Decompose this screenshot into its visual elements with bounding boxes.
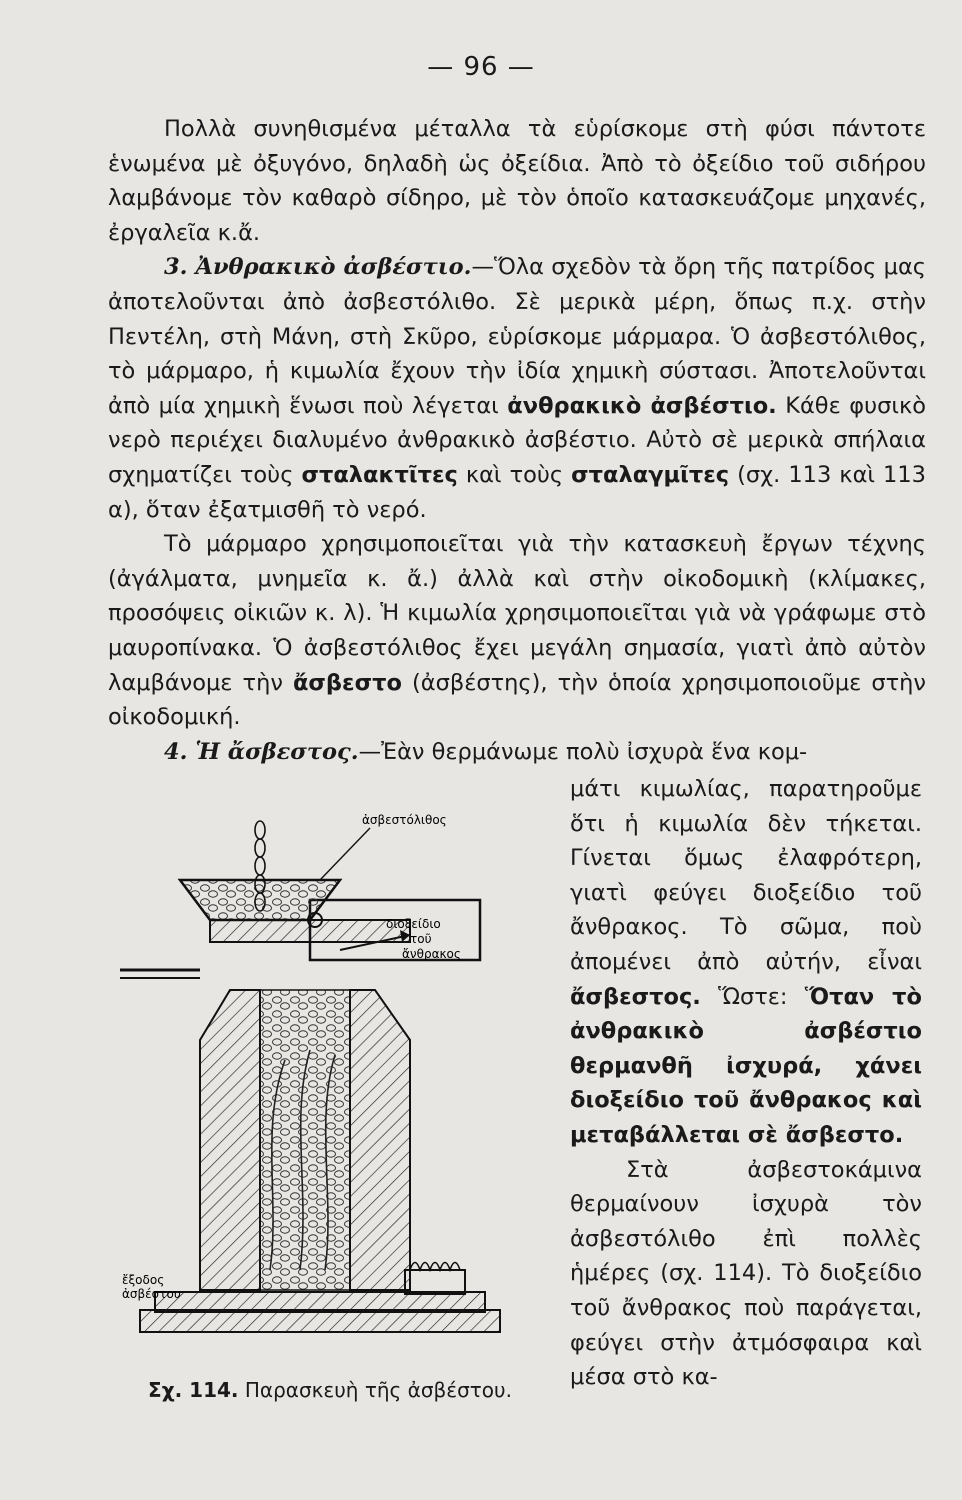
- paragraph-metals: Πολλὰ συνηθισμένα μέταλλα τὰ εὑρίσκομε στὴ φύσι πάντοτε ἑνωμένα μὲ ὀξυγόνο, δηλαδὴ ὡς ὀξείδια. Ἀπὸ τὸ ὀξείδιο τοῦ σιδήρου λαμβάνομε τὸν καθαρὸ σίδηρο, μὲ τὸν ὁποῖο κατασκευάζομε μηχανές, ἐργαλεῖα κ.ἄ.: [108, 116, 926, 246]
- bold-term: ἄσβεστος.: [570, 983, 701, 1010]
- text: —Ὅλα σχεδὸν τὰ ὄρη τῆς πατρίδος μας ἀποτελοῦνται ἀπὸ ἀσβεστόλιθο. Σὲ μερικὰ μέρη, ὅπως π.χ. στὴν Πεντέλη, στὴ Μάνη, στὴ Σκῦρο, εὑρίσκομε μάρμαρα. Ὁ ἀσβεστόλιθος, τὸ μάρμαρο, ἡ κιμωλία ἔχουν τὴν ἰδία χημικὴ σύστασι. Ἀποτελοῦνται ἀπὸ μία χημικὴ ἕνωσι ποὺ λέγεται: [108, 254, 926, 419]
- main-text: [108, 112, 926, 769]
- lime-kiln-diagram: [110, 800, 550, 1360]
- bold-term: ἀνθρακικὸ ἀσβέστιο.: [507, 392, 777, 419]
- kiln-chamber: [260, 990, 350, 1290]
- label-exit: ἔξοδος: [122, 1273, 165, 1287]
- paragraph-marble: [108, 527, 926, 735]
- section-lime: [108, 735, 926, 770]
- text: Κάθε φυσικὸ νερὸ περιέχει διαλυμένο ἀνθρακικὸ ἀσβέστιο. Αὐτὸ σὲ μερικὰ σπήλαια σχηματίζει τοὺς: [108, 392, 926, 488]
- paragraph-lime-kiln: Στὰ ἀσβεστοκάμινα θερμαίνουν ἰσχυρὰ τὸν ἀσβεστόλιθο ἐπὶ πολλὲς ἡμέρες (σχ. 114). Τὸ διοξείδιο τοῦ ἄνθρακος ποὺ παράγεται, φεύγει στὴν ἀτμόσφαιρα καὶ μέσα στὸ κα-: [570, 1156, 922, 1391]
- text: (ἀσβέστης), τὴν ὁποία χρησιμοποιοῦμε στὴν οἰκοδομική.: [108, 669, 926, 731]
- text: Τὸ μάρμαρο χρησιμοποιεῖται γιὰ τὴν κατασκευὴ ἔργων τέχνης (ἀγάλματα, μνημεῖα κ. ἄ.) ἀλλὰ καὶ στὴν οἰκοδομικὴ (κλίμακες, προσόψεις οἰκιῶν κ. λ). Ἡ κιμωλία χρησιμοποιεῖται γιὰ νὰ γράφωμε στὸ μαυροπίνακα. Ὁ ἀσβεστόλιθος ἔχει μεγάλη σημασία, γιατὶ ἀπὸ αὐτὸν λαμβάνομε τὴν: [108, 531, 926, 696]
- label-exit: ἀσβέστου: [122, 1287, 181, 1301]
- leader-line: [320, 828, 370, 880]
- label-limestone: ἀσβεστόλιθος: [362, 813, 447, 827]
- bold-term: σταλαγμῖτες: [571, 461, 730, 488]
- caption-number: Σχ. 114.: [148, 1378, 239, 1402]
- caption-text: Παρασκευὴ τῆς ἀσβέστου.: [238, 1378, 512, 1402]
- section-heading: 3. Ἀνθρακικὸ ἀσβέστιο.: [164, 254, 472, 281]
- section-calcium-carbonate: [108, 250, 926, 527]
- fire-box: [405, 1270, 465, 1294]
- kiln-base: [140, 1310, 500, 1332]
- label-co2: τοῦ: [410, 932, 432, 946]
- fire: [410, 1263, 460, 1271]
- rule-statement: Ὅταν τὸ ἀνθρακικὸ ἀσβέστιο θερμανθῆ ἰσχυρά, χάνει διοξείδιο τοῦ ἄνθρακος καὶ μεταβάλλεται σὲ ἄσβεστο.: [570, 983, 922, 1148]
- label-co2: ἄνθρακος: [402, 947, 461, 961]
- figure-caption: [120, 1378, 540, 1402]
- text: μάτι κιμωλίας, παρατηροῦμε ὅτι ἡ κιμωλία δὲν τήκεται. Γίνεται ὅμως ἐλαφρότερη, γιατὶ φεύγει διοξείδιο τοῦ ἄνθρακος. Τὸ σῶμα, ποὺ ἀπομένει ἀπὸ αὐτήν, εἶναι: [570, 776, 922, 975]
- text: καὶ τοὺς: [457, 461, 572, 488]
- text: (σχ. 113 καὶ 113 α), ὅταν ἐξατμισθῆ τὸ νερό.: [108, 461, 926, 523]
- paragraph-lime-heating: [570, 772, 922, 1153]
- right-column-text: [570, 772, 922, 1395]
- page-number: — 96 —: [427, 52, 535, 82]
- text: —Ἐὰν θερμάνωμε πολὺ ἰσχυρὰ ἕνα κομ-: [358, 738, 808, 765]
- text: Ὥστε:: [700, 983, 805, 1010]
- section-heading: 4. Ἡ ἄσβεστος.: [164, 738, 359, 765]
- kiln-wall-right: [350, 990, 410, 1290]
- bold-term: ἄσβεστο: [292, 669, 402, 696]
- kiln-wall-left: [200, 990, 260, 1290]
- label-co2: διοξείδιο: [386, 917, 441, 931]
- bold-term: σταλακτῖτες: [301, 461, 458, 488]
